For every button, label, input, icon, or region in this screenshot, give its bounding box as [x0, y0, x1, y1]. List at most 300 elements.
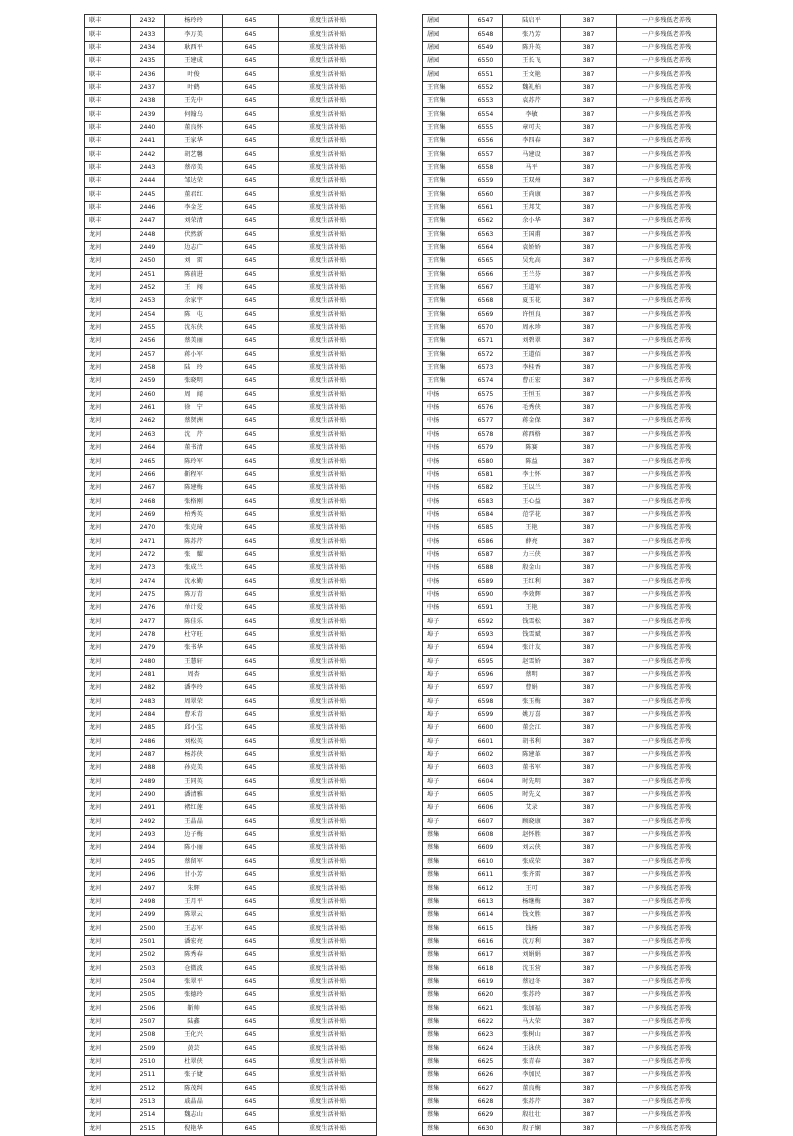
name-cell: 陈赛 — [503, 442, 561, 455]
amount-cell: 387 — [561, 802, 617, 815]
serial-cell: 6599 — [469, 708, 503, 721]
name-cell: 陈 屯 — [165, 308, 223, 321]
serial-cell: 6605 — [469, 788, 503, 801]
serial-cell: 6550 — [469, 55, 503, 68]
table-row — [423, 882, 717, 895]
town-cell: 王官集 — [423, 121, 469, 134]
serial-cell: 6590 — [469, 588, 503, 601]
serial-cell: 2449 — [131, 241, 165, 254]
serial-cell: 6561 — [469, 201, 503, 214]
amount-cell: 387 — [561, 161, 617, 174]
serial-cell: 6560 — [469, 188, 503, 201]
name-cell: 潘宏亮 — [165, 935, 223, 948]
name-cell: 陈升英 — [503, 41, 561, 54]
amount-cell: 387 — [561, 188, 617, 201]
serial-cell: 2435 — [131, 55, 165, 68]
table-row — [85, 388, 377, 401]
name-cell: 张子婕 — [165, 1069, 223, 1082]
amount-cell: 387 — [561, 335, 617, 348]
table-row — [423, 41, 717, 54]
town-cell: 龙河 — [85, 989, 131, 1002]
category-cell: 一户多残低老养残 — [617, 201, 717, 214]
serial-cell: 2504 — [131, 975, 165, 988]
name-cell: 杨继梅 — [503, 895, 561, 908]
name-cell: 胡艺馨 — [165, 148, 223, 161]
category-cell: 一户多残低老养残 — [617, 668, 717, 681]
serial-cell: 2444 — [131, 175, 165, 188]
serial-cell: 6630 — [469, 1122, 503, 1135]
amount-cell: 387 — [561, 255, 617, 268]
town-cell: 龙河 — [85, 735, 131, 748]
category-cell: 重度生活补贴 — [279, 15, 377, 28]
table-row — [423, 775, 717, 788]
table-row — [423, 655, 717, 668]
name-cell: 钱杨 — [503, 922, 561, 935]
town-cell: 屠园 — [423, 68, 469, 81]
table-row — [85, 28, 377, 41]
serial-cell: 2439 — [131, 108, 165, 121]
table-row — [423, 135, 717, 148]
town-cell: 蔡集 — [423, 882, 469, 895]
table-row — [423, 869, 717, 882]
serial-cell: 2497 — [131, 882, 165, 895]
serial-cell: 2511 — [131, 1069, 165, 1082]
amount-cell: 645 — [223, 361, 279, 374]
serial-cell: 2469 — [131, 508, 165, 521]
name-cell: 董君红 — [165, 188, 223, 201]
table-row — [423, 602, 717, 615]
town-cell: 蔡集 — [423, 1015, 469, 1028]
table-row — [423, 201, 717, 214]
category-cell: 重度生活补贴 — [279, 588, 377, 601]
town-cell: 埠子 — [423, 722, 469, 735]
table-row — [85, 268, 377, 281]
serial-cell: 6547 — [469, 15, 503, 28]
table-row — [423, 1069, 717, 1082]
category-cell: 重度生活补贴 — [279, 695, 377, 708]
table-row — [423, 1055, 717, 1068]
name-cell: 蔡美丽 — [165, 335, 223, 348]
name-cell: 张树山 — [503, 1029, 561, 1042]
amount-cell: 387 — [561, 201, 617, 214]
right-allowance-table — [422, 14, 717, 1136]
serial-cell: 6566 — [469, 268, 503, 281]
serial-cell: 2460 — [131, 388, 165, 401]
category-cell: 一户多残低老养残 — [617, 175, 717, 188]
category-cell: 一户多残低老养残 — [617, 855, 717, 868]
amount-cell: 645 — [223, 455, 279, 468]
amount-cell: 387 — [561, 348, 617, 361]
serial-cell: 6580 — [469, 455, 503, 468]
category-cell: 一户多残低老养残 — [617, 121, 717, 134]
serial-cell: 6596 — [469, 668, 503, 681]
amount-cell: 645 — [223, 748, 279, 761]
name-cell: 范学花 — [503, 508, 561, 521]
serial-cell: 2474 — [131, 575, 165, 588]
category-cell: 一户多残低老养残 — [617, 842, 717, 855]
name-cell: 力三侠 — [503, 548, 561, 561]
town-cell: 中扬 — [423, 401, 469, 414]
town-cell: 蔡集 — [423, 949, 469, 962]
name-cell: 余小华 — [503, 215, 561, 228]
serial-cell: 6628 — [469, 1095, 503, 1108]
amount-cell: 387 — [561, 442, 617, 455]
table-row — [85, 922, 377, 935]
serial-cell: 2470 — [131, 522, 165, 535]
name-cell: 李效辉 — [503, 588, 561, 601]
town-cell: 蔡集 — [423, 909, 469, 922]
serial-cell: 2509 — [131, 1042, 165, 1055]
serial-cell: 6611 — [469, 869, 503, 882]
category-cell: 一户多残低老养残 — [617, 468, 717, 481]
town-cell: 联丰 — [85, 188, 131, 201]
town-cell: 王官集 — [423, 188, 469, 201]
table-row — [85, 989, 377, 1002]
amount-cell: 645 — [223, 628, 279, 641]
name-cell: 魏礼柏 — [503, 81, 561, 94]
serial-cell: 6554 — [469, 108, 503, 121]
table-row — [423, 361, 717, 374]
table-row — [85, 1095, 377, 1108]
serial-cell: 2490 — [131, 788, 165, 801]
town-cell: 蔡集 — [423, 1109, 469, 1122]
table-row — [85, 575, 377, 588]
serial-cell: 6598 — [469, 695, 503, 708]
amount-cell: 387 — [561, 1082, 617, 1095]
amount-cell: 387 — [561, 602, 617, 615]
amount-cell: 645 — [223, 161, 279, 174]
amount-cell: 387 — [561, 28, 617, 41]
town-cell: 龙河 — [85, 508, 131, 521]
category-cell: 重度生活补贴 — [279, 562, 377, 575]
category-cell: 重度生活补贴 — [279, 802, 377, 815]
category-cell: 一户多残低老养残 — [617, 575, 717, 588]
town-cell: 埠子 — [423, 668, 469, 681]
serial-cell: 2482 — [131, 682, 165, 695]
table-row — [85, 281, 377, 294]
amount-cell: 645 — [223, 415, 279, 428]
category-cell: 一户多残低老养残 — [617, 375, 717, 388]
amount-cell: 645 — [223, 1095, 279, 1108]
category-cell: 一户多残低老养残 — [617, 708, 717, 721]
amount-cell: 645 — [223, 401, 279, 414]
category-cell: 重度生活补贴 — [279, 882, 377, 895]
name-cell: 马建设 — [503, 148, 561, 161]
name-cell: 王恒玉 — [503, 388, 561, 401]
amount-cell: 387 — [561, 989, 617, 1002]
serial-cell: 2463 — [131, 428, 165, 441]
amount-cell: 387 — [561, 361, 617, 374]
category-cell: 重度生活补贴 — [279, 201, 377, 214]
serial-cell: 2503 — [131, 962, 165, 975]
amount-cell: 645 — [223, 135, 279, 148]
town-cell: 龙河 — [85, 882, 131, 895]
table-row — [85, 215, 377, 228]
table-row — [85, 1082, 377, 1095]
amount-cell: 645 — [223, 895, 279, 908]
table-row — [85, 869, 377, 882]
table-row — [85, 428, 377, 441]
amount-cell: 387 — [561, 1029, 617, 1042]
name-cell: 董书军 — [503, 762, 561, 775]
serial-cell: 2492 — [131, 815, 165, 828]
serial-cell: 2453 — [131, 295, 165, 308]
table-row — [85, 401, 377, 414]
table-row — [85, 935, 377, 948]
amount-cell: 387 — [561, 215, 617, 228]
category-cell: 重度生活补贴 — [279, 108, 377, 121]
category-cell: 一户多残低老养残 — [617, 495, 717, 508]
name-cell: 时先义 — [503, 788, 561, 801]
town-cell: 龙河 — [85, 695, 131, 708]
serial-cell: 2441 — [131, 135, 165, 148]
town-cell: 龙河 — [85, 268, 131, 281]
serial-cell: 2443 — [131, 161, 165, 174]
name-cell: 王艳 — [503, 522, 561, 535]
table-row — [423, 415, 717, 428]
serial-cell: 6572 — [469, 348, 503, 361]
town-cell: 中扬 — [423, 562, 469, 575]
category-cell: 一户多残低老养残 — [617, 682, 717, 695]
name-cell: 邱小宝 — [165, 722, 223, 735]
amount-cell: 387 — [561, 468, 617, 481]
table-row — [85, 788, 377, 801]
name-cell: 孙克美 — [165, 762, 223, 775]
town-cell: 蔡集 — [423, 989, 469, 1002]
amount-cell: 387 — [561, 735, 617, 748]
serial-cell: 6557 — [469, 148, 503, 161]
category-cell: 重度生活补贴 — [279, 962, 377, 975]
category-cell: 重度生活补贴 — [279, 455, 377, 468]
name-cell: 董书清 — [165, 442, 223, 455]
town-cell: 龙河 — [85, 321, 131, 334]
category-cell: 一户多残低老养残 — [617, 1082, 717, 1095]
category-cell: 重度生活补贴 — [279, 575, 377, 588]
serial-cell: 2498 — [131, 895, 165, 908]
table-row — [85, 615, 377, 628]
town-cell: 屠园 — [423, 41, 469, 54]
category-cell: 重度生活补贴 — [279, 482, 377, 495]
name-cell: 陆鑫 — [165, 1015, 223, 1028]
serial-cell: 6613 — [469, 895, 503, 908]
table-row — [423, 442, 717, 455]
serial-cell: 2452 — [131, 281, 165, 294]
town-cell: 龙河 — [85, 1055, 131, 1068]
town-cell: 龙河 — [85, 228, 131, 241]
name-cell: 魏志山 — [165, 1109, 223, 1122]
serial-cell: 6563 — [469, 228, 503, 241]
serial-cell: 2455 — [131, 321, 165, 334]
category-cell: 重度生活补贴 — [279, 268, 377, 281]
town-cell: 联丰 — [85, 161, 131, 174]
serial-cell: 6568 — [469, 295, 503, 308]
town-cell: 龙河 — [85, 855, 131, 868]
name-cell: 王以兰 — [503, 482, 561, 495]
town-cell: 王官集 — [423, 375, 469, 388]
town-cell: 联丰 — [85, 95, 131, 108]
table-row — [85, 1029, 377, 1042]
table-row — [85, 628, 377, 641]
town-cell: 联丰 — [85, 41, 131, 54]
table-row — [423, 842, 717, 855]
category-cell: 重度生活补贴 — [279, 442, 377, 455]
amount-cell: 387 — [561, 949, 617, 962]
serial-cell: 6575 — [469, 388, 503, 401]
town-cell: 联丰 — [85, 121, 131, 134]
town-cell: 联丰 — [85, 135, 131, 148]
amount-cell: 645 — [223, 802, 279, 815]
amount-cell: 387 — [561, 241, 617, 254]
table-row — [85, 295, 377, 308]
amount-cell: 387 — [561, 935, 617, 948]
serial-cell: 6553 — [469, 95, 503, 108]
category-cell: 重度生活补贴 — [279, 1082, 377, 1095]
name-cell: 陆启平 — [503, 15, 561, 28]
amount-cell: 645 — [223, 962, 279, 975]
category-cell: 重度生活补贴 — [279, 655, 377, 668]
table-row — [423, 81, 717, 94]
serial-cell: 6619 — [469, 975, 503, 988]
serial-cell: 2473 — [131, 562, 165, 575]
amount-cell: 387 — [561, 55, 617, 68]
town-cell: 埠子 — [423, 802, 469, 815]
category-cell: 重度生活补贴 — [279, 522, 377, 535]
category-cell: 重度生活补贴 — [279, 1109, 377, 1122]
name-cell: 沈玉营 — [503, 962, 561, 975]
name-cell: 杜守旺 — [165, 628, 223, 641]
serial-cell: 2486 — [131, 735, 165, 748]
category-cell: 一户多残低老养残 — [617, 602, 717, 615]
name-cell: 叶俊 — [165, 68, 223, 81]
serial-cell: 6582 — [469, 482, 503, 495]
name-cell: 朱辉 — [165, 882, 223, 895]
category-cell: 一户多残低老养残 — [617, 869, 717, 882]
table-row — [423, 548, 717, 561]
name-cell: 李金芝 — [165, 201, 223, 214]
amount-cell: 645 — [223, 1069, 279, 1082]
table-row — [423, 615, 717, 628]
town-cell: 王官集 — [423, 321, 469, 334]
table-row — [423, 989, 717, 1002]
name-cell: 王志军 — [165, 922, 223, 935]
serial-cell: 2438 — [131, 95, 165, 108]
right-table-body — [423, 15, 717, 1136]
serial-cell: 6551 — [469, 68, 503, 81]
name-cell: 陈益 — [503, 455, 561, 468]
amount-cell: 645 — [223, 1015, 279, 1028]
name-cell: 蔡留军 — [165, 855, 223, 868]
town-cell: 龙河 — [85, 615, 131, 628]
table-row — [423, 909, 717, 922]
amount-cell: 645 — [223, 922, 279, 935]
serial-cell: 6584 — [469, 508, 503, 521]
town-cell: 龙河 — [85, 1095, 131, 1108]
table-row — [85, 135, 377, 148]
amount-cell: 645 — [223, 762, 279, 775]
name-cell: 甘小芳 — [165, 869, 223, 882]
name-cell: 殷金山 — [503, 562, 561, 575]
town-cell: 联丰 — [85, 148, 131, 161]
town-cell: 埠子 — [423, 815, 469, 828]
name-cell: 吴允高 — [503, 255, 561, 268]
serial-cell: 6615 — [469, 922, 503, 935]
table-row — [423, 348, 717, 361]
table-row — [423, 295, 717, 308]
town-cell: 联丰 — [85, 68, 131, 81]
category-cell: 一户多残低老养残 — [617, 1069, 717, 1082]
amount-cell: 387 — [561, 975, 617, 988]
serial-cell: 2502 — [131, 949, 165, 962]
category-cell: 一户多残低老养残 — [617, 895, 717, 908]
table-row — [423, 148, 717, 161]
amount-cell: 645 — [223, 949, 279, 962]
name-cell: 刘荣清 — [165, 215, 223, 228]
name-cell: 沈永勤 — [165, 575, 223, 588]
category-cell: 一户多残低老养残 — [617, 135, 717, 148]
amount-cell: 387 — [561, 842, 617, 855]
amount-cell: 645 — [223, 281, 279, 294]
category-cell: 重度生活补贴 — [279, 348, 377, 361]
table-row — [423, 802, 717, 815]
table-row — [85, 361, 377, 374]
town-cell: 龙河 — [85, 748, 131, 761]
town-cell: 王官集 — [423, 201, 469, 214]
serial-cell: 2436 — [131, 68, 165, 81]
serial-cell: 6629 — [469, 1109, 503, 1122]
amount-cell: 645 — [223, 268, 279, 281]
town-cell: 龙河 — [85, 428, 131, 441]
name-cell: 李加民 — [503, 1069, 561, 1082]
town-cell: 联丰 — [85, 201, 131, 214]
category-cell: 重度生活补贴 — [279, 935, 377, 948]
name-cell: 刘松英 — [165, 735, 223, 748]
serial-cell: 2493 — [131, 828, 165, 841]
category-cell: 重度生活补贴 — [279, 121, 377, 134]
table-row — [423, 762, 717, 775]
category-cell: 一户多残低老养残 — [617, 482, 717, 495]
name-cell: 陆 玲 — [165, 361, 223, 374]
town-cell: 龙河 — [85, 375, 131, 388]
amount-cell: 645 — [223, 388, 279, 401]
serial-cell: 6583 — [469, 495, 503, 508]
name-cell: 张加福 — [503, 1002, 561, 1015]
table-row — [423, 1095, 717, 1108]
category-cell: 一户多残低老养残 — [617, 562, 717, 575]
serial-cell: 6567 — [469, 281, 503, 294]
name-cell: 徐 宁 — [165, 401, 223, 414]
serial-cell: 2476 — [131, 602, 165, 615]
town-cell: 龙河 — [85, 682, 131, 695]
amount-cell: 645 — [223, 935, 279, 948]
name-cell: 刘娟娟 — [503, 949, 561, 962]
table-row — [423, 748, 717, 761]
town-cell: 中扬 — [423, 495, 469, 508]
category-cell: 重度生活补贴 — [279, 388, 377, 401]
category-cell: 一户多残低老养残 — [617, 361, 717, 374]
table-row — [423, 268, 717, 281]
serial-cell: 6559 — [469, 175, 503, 188]
table-row — [423, 428, 717, 441]
name-cell: 张青春 — [503, 1055, 561, 1068]
table-row — [85, 415, 377, 428]
town-cell: 龙河 — [85, 815, 131, 828]
serial-cell: 6626 — [469, 1069, 503, 1082]
serial-cell: 6591 — [469, 602, 503, 615]
category-cell: 一户多残低老养残 — [617, 295, 717, 308]
serial-cell: 6609 — [469, 842, 503, 855]
serial-cell: 6588 — [469, 562, 503, 575]
amount-cell: 645 — [223, 321, 279, 334]
